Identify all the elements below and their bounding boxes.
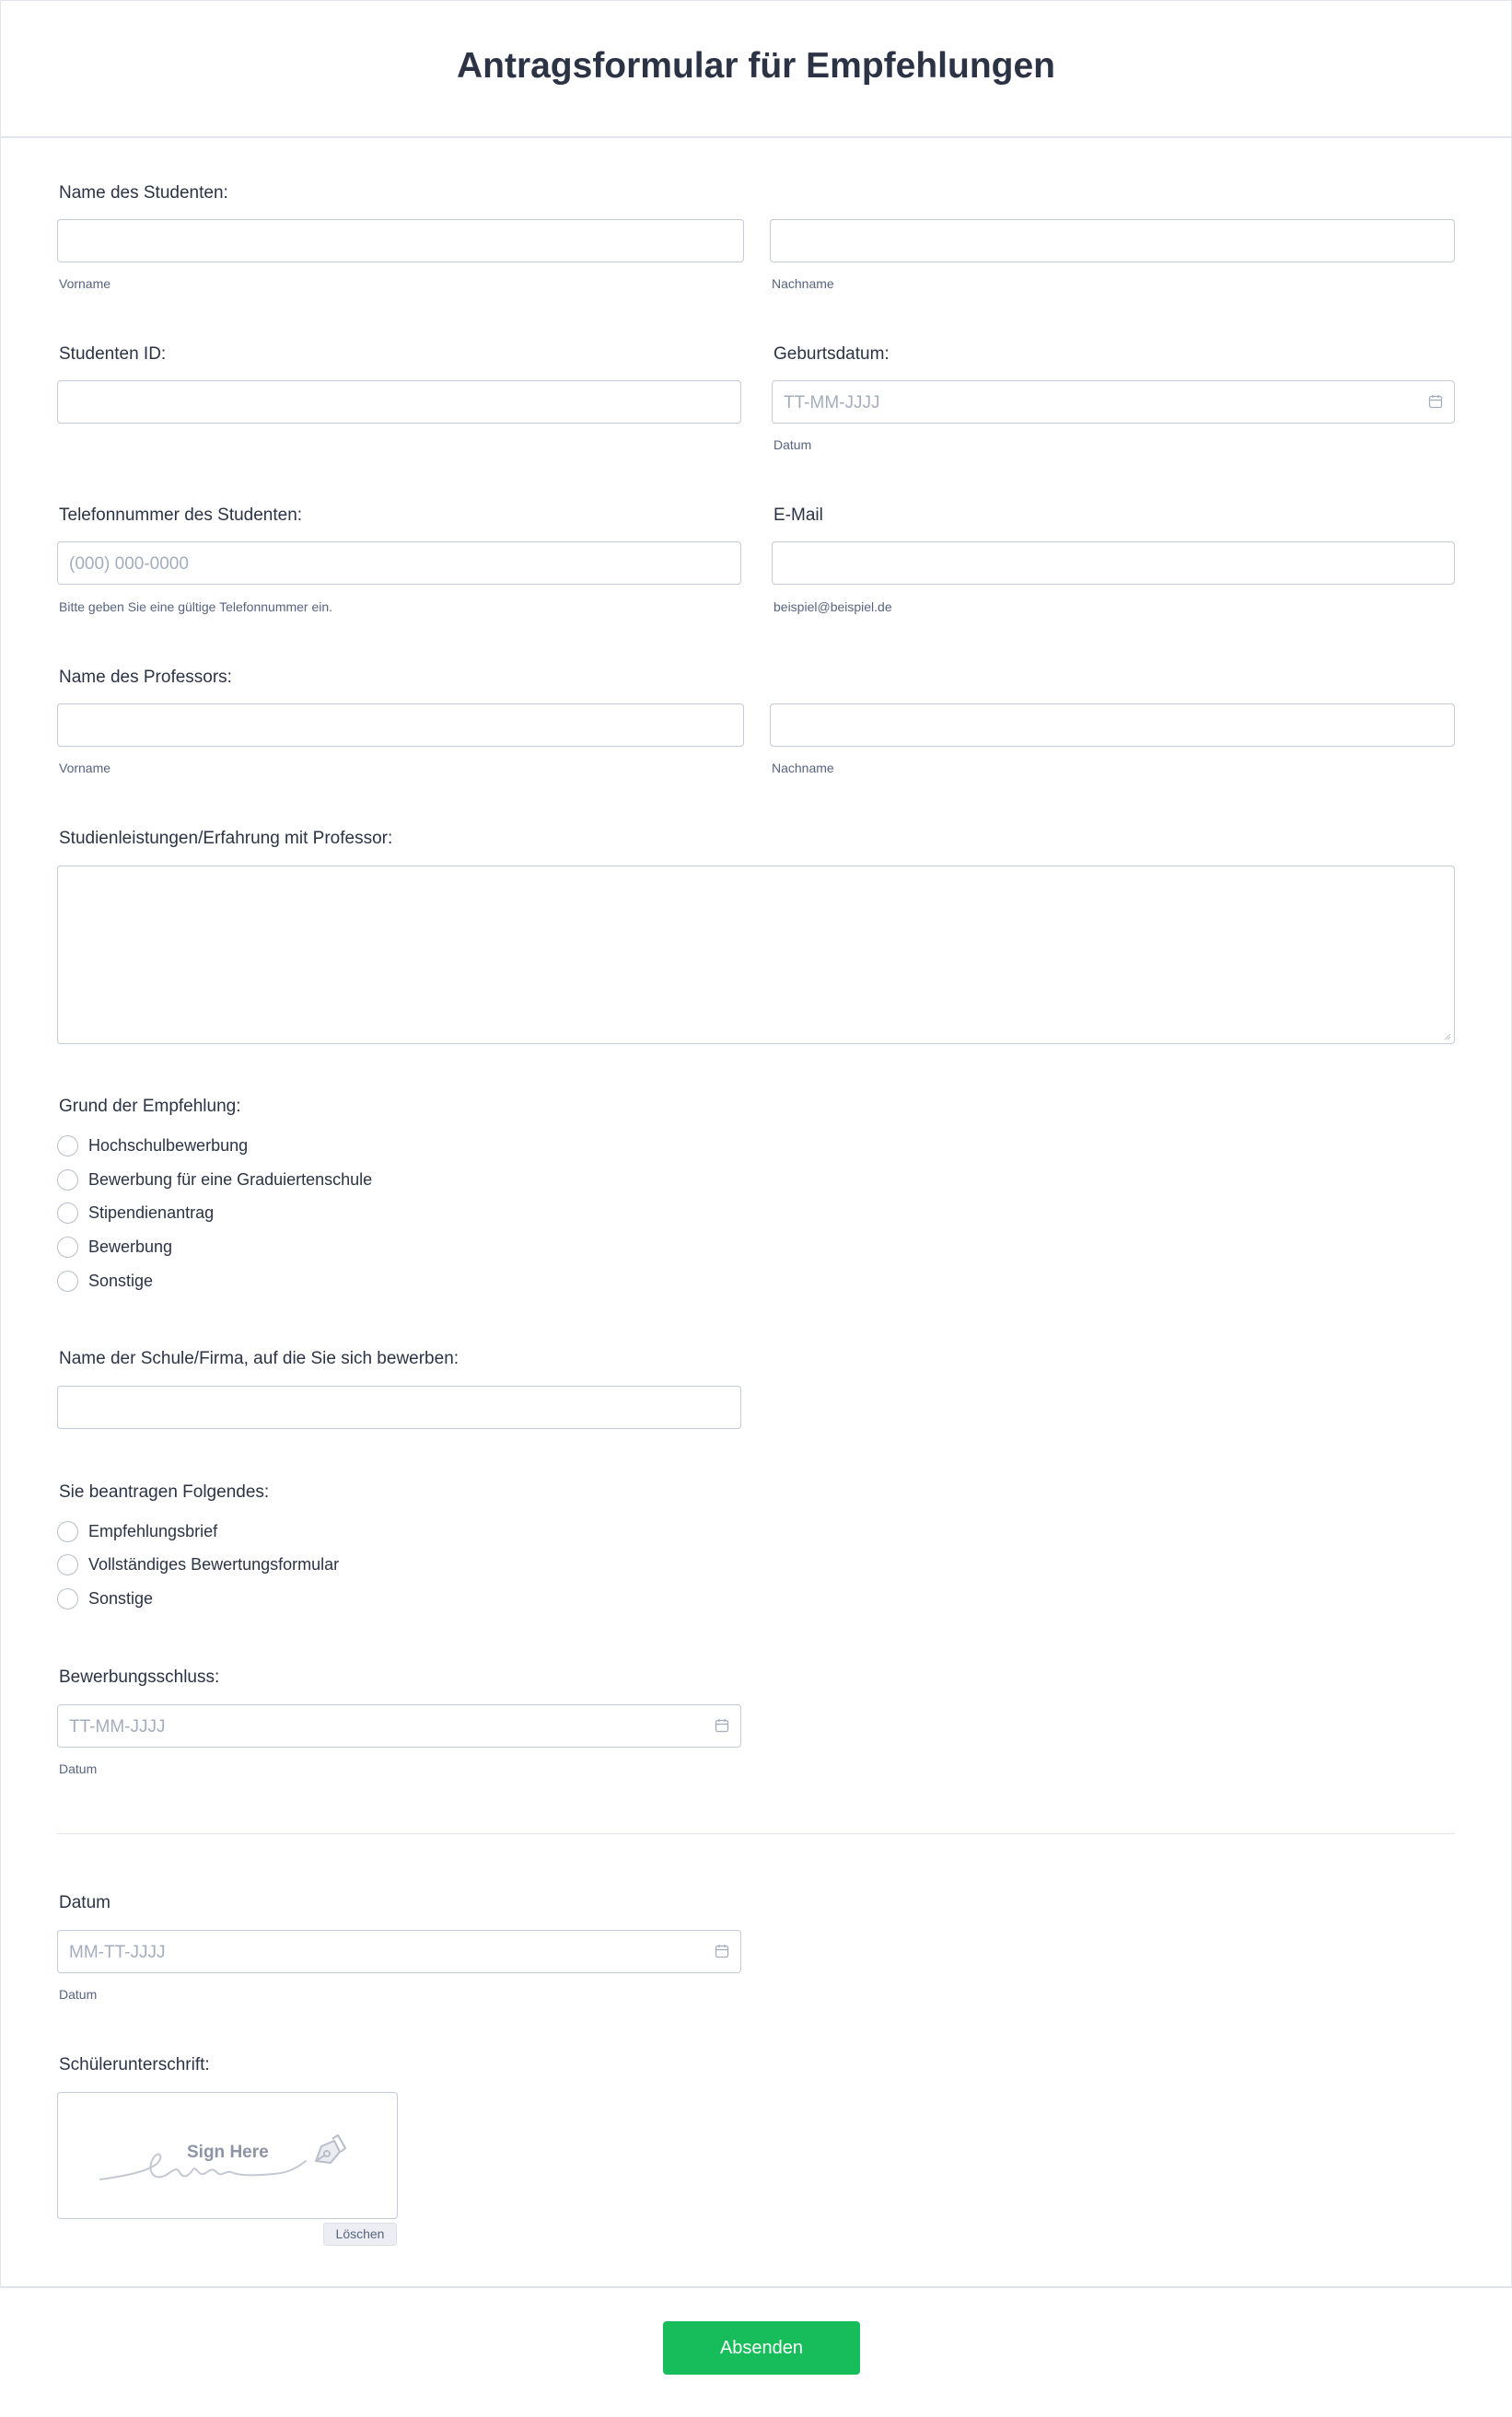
reason-option[interactable]: [57, 1237, 172, 1258]
reason-option[interactable]: [57, 1169, 372, 1191]
radio-button[interactable]: [57, 1271, 78, 1292]
student-name-label: Name des Studenten:: [59, 183, 228, 203]
request-option[interactable]: [57, 1554, 339, 1575]
resize-handle-icon[interactable]: [1442, 1031, 1451, 1040]
birthdate-sublabel: Datum: [773, 437, 812, 452]
deadline-input[interactable]: [57, 1704, 741, 1748]
radio-button[interactable]: [57, 1203, 78, 1224]
form-title: Antragsformular für Empfehlungen: [456, 46, 1056, 86]
deadline-label: Bewerbungsschluss:: [59, 1667, 220, 1687]
calendar-icon[interactable]: [1428, 394, 1443, 409]
reason-option-label: Stipendienantrag: [88, 1203, 215, 1222]
student-last-name-sublabel: Nachname: [772, 276, 834, 291]
form-header: [0, 0, 1512, 138]
reason-option-label: Bewerbung für eine Graduiertenschule: [88, 1170, 373, 1189]
professor-first-name-sublabel: Vorname: [59, 761, 111, 775]
email-label: E-Mail: [773, 505, 823, 525]
reason-option-label: Bewerbung: [88, 1238, 173, 1256]
student-first-name-sublabel: Vorname: [59, 276, 111, 291]
radio-button[interactable]: [57, 1554, 78, 1575]
professor-last-name-sublabel: Nachname: [772, 761, 834, 775]
professor-last-name-input[interactable]: [770, 703, 1455, 747]
professor-name-label: Name des Professors:: [59, 668, 232, 687]
radio-button[interactable]: [57, 1135, 78, 1156]
reason-label: Grund der Empfehlung:: [59, 1097, 241, 1116]
request-option-label: Sonstige: [88, 1589, 154, 1608]
deadline-sublabel: Datum: [59, 1761, 98, 1776]
reason-option-label: Sonstige: [88, 1272, 154, 1290]
birthdate-placeholder: TT-MM-JJJJ: [784, 393, 880, 413]
signature-label: Schülerunterschrift:: [59, 2055, 210, 2074]
email-sublabel: beispiel@beispiel.de: [773, 599, 892, 614]
radio-button[interactable]: [57, 1588, 78, 1609]
date-input[interactable]: [57, 1930, 741, 1973]
radio-button[interactable]: [57, 1169, 78, 1191]
phone-label: Telefonnummer des Studenten:: [59, 505, 303, 525]
date-label: Datum: [59, 1893, 110, 1912]
section-divider: [57, 1833, 1455, 1834]
school-input[interactable]: [57, 1386, 741, 1429]
phone-sublabel: Bitte geben Sie eine gültige Telefonnummer ein.: [59, 599, 333, 614]
calendar-icon[interactable]: [715, 1718, 729, 1733]
signature-hint: Sign Here: [187, 2143, 269, 2162]
clear-signature-button[interactable]: Löschen: [323, 2223, 397, 2246]
request-option-label: Vollständiges Bewertungsformular: [88, 1555, 340, 1574]
student-id-label: Studenten ID:: [59, 344, 167, 364]
date-placeholder: MM-TT-JJJJ: [69, 1943, 166, 1962]
email-input[interactable]: [772, 541, 1455, 585]
submit-button[interactable]: Absenden: [663, 2321, 860, 2375]
reason-option[interactable]: [57, 1203, 214, 1224]
phone-input[interactable]: [57, 541, 741, 585]
experience-textarea[interactable]: [57, 866, 1455, 1044]
school-label: Name der Schule/Firma, auf die Sie sich bewerben:: [59, 1349, 459, 1368]
professor-first-name-input[interactable]: [57, 703, 744, 747]
birthdate-label: Geburtsdatum:: [773, 344, 890, 364]
reason-option[interactable]: [57, 1271, 153, 1292]
reason-option[interactable]: [57, 1135, 248, 1156]
date-sublabel: Datum: [59, 1987, 98, 2002]
request-label: Sie beantragen Folgendes:: [59, 1482, 270, 1502]
radio-button[interactable]: [57, 1237, 78, 1258]
reason-option-label: Hochschulbewerbung: [88, 1136, 249, 1155]
calendar-icon[interactable]: [715, 1944, 729, 1958]
request-option-label: Empfehlungsbrief: [88, 1522, 218, 1540]
birthdate-input[interactable]: [772, 380, 1455, 424]
request-option[interactable]: [57, 1521, 217, 1542]
student-last-name-input[interactable]: [770, 219, 1455, 262]
student-first-name-input[interactable]: [57, 219, 744, 262]
form-footer: [0, 2286, 1512, 2417]
radio-button[interactable]: [57, 1521, 78, 1542]
student-id-input[interactable]: [57, 380, 741, 424]
pen-icon: [310, 2133, 347, 2168]
experience-label: Studienleistungen/Erfahrung mit Professor:: [59, 829, 393, 848]
request-option[interactable]: [57, 1588, 153, 1609]
phone-placeholder: (000) 000-0000: [69, 554, 189, 574]
deadline-placeholder: TT-MM-JJJJ: [69, 1717, 166, 1737]
signature-pad[interactable]: [57, 2092, 398, 2219]
